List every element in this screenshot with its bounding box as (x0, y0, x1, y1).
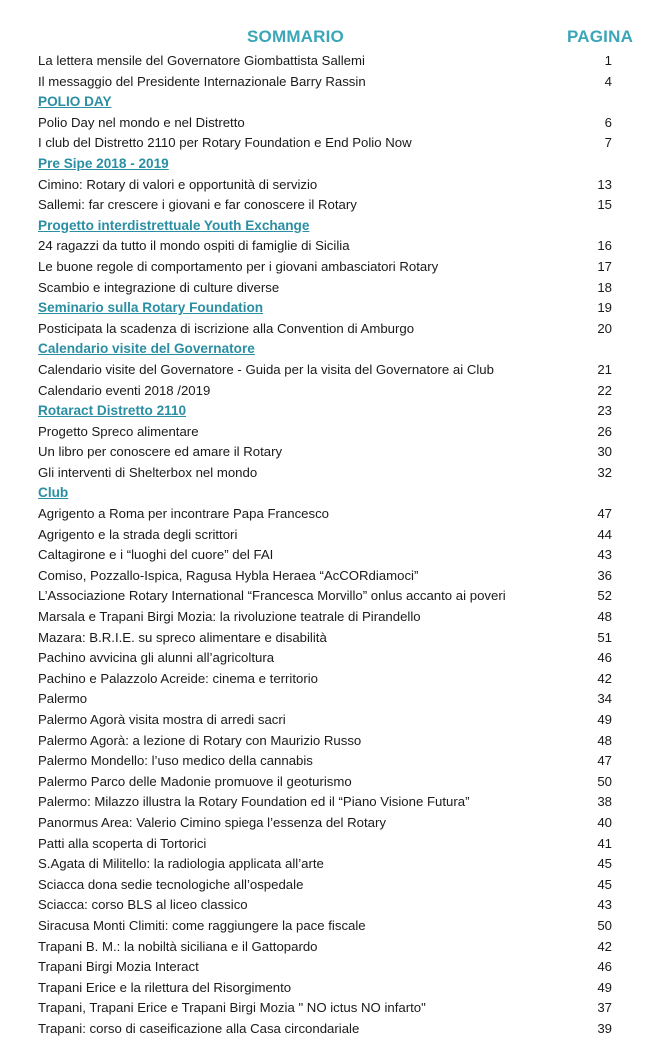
page-number: 7 (604, 135, 612, 151)
toc-entry-row (38, 628, 640, 649)
page-number: 30 (597, 444, 612, 460)
entry-title: Sciacca: corso BLS al liceo classico (38, 897, 248, 913)
page-number: 40 (597, 814, 612, 830)
toc-entry-row (38, 895, 640, 916)
entry-title: L’Associazione Rotary International “Francesca Morvillo” onlus accanto ai poveri (38, 588, 506, 604)
entry-title: Trapani B. M.: la nobiltà siciliana e il Gattopardo (38, 938, 318, 954)
toc-entry-row (38, 751, 640, 772)
toc-entry-row (38, 854, 640, 875)
entry-title: I club del Distretto 2110 per Rotary Foundation e End Polio Now (38, 135, 412, 151)
section-heading-row[interactable] (38, 401, 640, 422)
page-number: 43 (597, 897, 612, 913)
entry-title: Le buone regole di comportamento per i giovani ambasciatori Rotary (38, 258, 439, 274)
page-number: 48 (597, 609, 612, 625)
toc-entry-row (38, 175, 640, 196)
page-number: 42 (597, 938, 612, 954)
page-number: 26 (597, 423, 612, 439)
toc-entry-row (38, 545, 640, 566)
page-number: 45 (597, 856, 612, 872)
page-number: 50 (597, 917, 612, 933)
toc-entry-row (38, 648, 640, 669)
entry-title: Siracusa Monti Climiti: come raggiungere la pace fiscale (38, 917, 366, 933)
entry-title: Gli interventi di Shelterbox nel mondo (38, 464, 258, 480)
page-number: 52 (597, 588, 612, 604)
entry-title: Comiso, Pozzallo-Ispica, Ragusa Hybla Heraea “AcCORdiamoci” (38, 567, 419, 583)
page-number: 41 (597, 835, 612, 851)
section-heading[interactable]: Calendario visite del Governatore (38, 341, 255, 357)
toc-entry-row (38, 607, 640, 628)
page-number: 47 (597, 506, 612, 522)
entry-title: Pachino avvicina gli alunni all’agricoltura (38, 650, 275, 666)
toc-entry-row (38, 319, 640, 340)
page-number: 38 (597, 794, 612, 810)
page-number: 50 (597, 773, 612, 789)
toc-entry-row (38, 772, 640, 793)
entry-title: Panormus Area: Valerio Cimino spiega l’essenza del Rotary (38, 814, 386, 830)
entry-title: Un libro per conoscere ed amare il Rotary (38, 444, 283, 460)
toc-entry-row (38, 1019, 640, 1040)
toc-entry-row (38, 422, 640, 443)
toc-entry-row (38, 195, 640, 216)
page-number: 49 (597, 712, 612, 727)
toc-entry-row (38, 957, 640, 978)
toc-entry-row (38, 278, 640, 299)
entry-title: Trapani: corso di caseificazione alla Casa circondariale (38, 1020, 360, 1036)
section-heading[interactable]: Seminario sulla Rotary Foundation (38, 300, 264, 316)
page-title: SOMMARIO (247, 27, 344, 46)
toc-entry-row (38, 504, 640, 525)
toc-entry-row (38, 937, 640, 958)
page-number: 13 (597, 176, 612, 192)
toc-entry-row (38, 360, 640, 381)
toc-entry-row (38, 689, 640, 710)
toc-entry-row (38, 113, 640, 134)
page-number: 21 (597, 361, 612, 377)
page-number: 34 (597, 691, 612, 707)
page-number: 51 (597, 629, 612, 645)
section-heading[interactable]: Rotaract Distretto 2110 (38, 403, 187, 419)
page-number: 17 (597, 258, 612, 274)
page-number: 4 (604, 73, 612, 89)
entry-title: Palermo: Milazzo illustra la Rotary Foundation ed il “Piano Visione Futura” (38, 794, 470, 810)
section-heading-row[interactable] (38, 483, 640, 504)
entry-title: S.Agata di Militello: la radiologia applicata all’arte (38, 856, 324, 872)
toc-entry-row (38, 916, 640, 937)
entry-title: Trapani Birgi Mozia Interact (38, 959, 199, 975)
page-number: 45 (597, 876, 612, 892)
section-heading[interactable]: Club (38, 485, 69, 501)
entry-title: Posticipata la scadenza di iscrizione alla Convention di Amburgo (38, 320, 415, 336)
toc-entry-row (38, 51, 640, 72)
toc-entry-row (38, 710, 640, 731)
entry-title: Il messaggio del Presidente Internazionale Barry Rassin (38, 73, 366, 89)
page-number: 18 (597, 279, 612, 295)
page-column-heading: PAGINA (567, 27, 634, 46)
toc-entry-row (38, 669, 640, 690)
page-number: 42 (597, 670, 612, 686)
entry-title: Agrigento a Roma per incontrare Papa Francesco (38, 506, 330, 522)
toc-entry-row (38, 998, 640, 1019)
entry-title: Patti alla scoperta di Tortorici (38, 835, 207, 851)
entry-title: Sallemi: far crescere i giovani e far conoscere il Rotary (38, 197, 357, 213)
section-heading[interactable]: Pre Sipe 2018 - 2019 (38, 155, 169, 171)
section-heading-row[interactable] (38, 298, 640, 319)
entry-title: Palermo (38, 691, 88, 707)
section-heading[interactable]: POLIO DAY (38, 94, 112, 110)
entry-title: Scambio e integrazione di culture diverse (38, 279, 280, 295)
toc-entry-row (38, 813, 640, 834)
toc-entry-row (38, 978, 640, 999)
page-number: 37 (597, 1000, 612, 1016)
section-heading-row[interactable] (38, 92, 640, 113)
page-number: 46 (597, 959, 612, 975)
entry-title: Sciacca dona sedie tecnologiche all’ospedale (38, 876, 304, 892)
toc-entry-row (38, 463, 640, 484)
entry-title: Caltagirone e i “luoghi del cuore” del FAI (38, 547, 274, 563)
entry-title: Calendario eventi 2018 /2019 (38, 382, 211, 398)
entry-title: Palermo Mondello: l’uso medico della cannabis (38, 753, 313, 769)
section-heading[interactable]: Progetto interdistrettuale Youth Exchange (38, 217, 310, 233)
toc-entry-row (38, 586, 640, 607)
page-number: 32 (597, 464, 612, 480)
entry-title: Marsala e Trapani Birgi Mozia: la rivoluzione teatrale di Pirandello (38, 609, 421, 625)
entry-title: La lettera mensile del Governatore Giombattista Sallemi (38, 53, 365, 68)
entry-title: Calendario visite del Governatore - Guida per la visita del Governatore ai Club (38, 361, 494, 377)
toc-entry-row (38, 525, 640, 546)
toc-header (0, 27, 655, 51)
toc-entry-row (38, 875, 640, 896)
page-number: 16 (597, 238, 612, 254)
page-number: 48 (597, 732, 612, 748)
toc-entry-row (38, 236, 640, 257)
entry-title: Progetto Spreco alimentare (38, 423, 199, 439)
page-number: 20 (597, 320, 612, 336)
toc-entry-row (38, 133, 640, 154)
entry-title: Cimino: Rotary di valori e opportunità di servizio (38, 176, 318, 192)
page-number: 15 (597, 197, 612, 213)
entry-title: Trapani, Trapani Erice e Trapani Birgi Mozia " NO ictus NO infarto" (38, 1000, 426, 1016)
page-number: 1 (604, 53, 612, 68)
entry-title: Palermo Parco delle Madonie promuove il geoturismo (38, 773, 352, 789)
toc-entry-row (38, 257, 640, 278)
entry-title: Palermo Agorà: a lezione di Rotary con Maurizio Russo (38, 732, 362, 748)
toc-entry-row (38, 442, 640, 463)
table-of-contents (38, 51, 640, 1040)
page-number: 36 (597, 567, 612, 583)
page-number: 23 (597, 403, 612, 419)
page-number: 22 (597, 382, 612, 398)
toc-entry-row (38, 72, 640, 93)
toc-entry-row (38, 834, 640, 855)
entry-title: Palermo Agorà visita mostra di arredi sacri (38, 712, 286, 727)
section-heading-row[interactable] (38, 216, 640, 237)
page-number: 46 (597, 650, 612, 666)
section-heading-row[interactable] (38, 339, 640, 360)
page-number: 47 (597, 753, 612, 769)
toc-entry-row (38, 381, 640, 402)
entry-title: Agrigento e la strada degli scrittori (38, 526, 238, 542)
toc-entry-row (38, 566, 640, 587)
toc-entry-row (38, 731, 640, 752)
entry-title: Mazara: B.R.I.E. su spreco alimentare e disabilità (38, 629, 327, 645)
page-number: 43 (597, 547, 612, 563)
page-number: 19 (597, 300, 612, 316)
toc-entry-row (38, 792, 640, 813)
entry-title: 24 ragazzi da tutto il mondo ospiti di famiglie di Sicilia (38, 238, 350, 254)
entry-title: Trapani Erice e la rilettura del Risorgimento (38, 979, 292, 995)
entry-title: Polio Day nel mondo e nel Distretto (38, 114, 245, 130)
page-number: 49 (597, 979, 612, 995)
section-heading-row[interactable] (38, 154, 640, 175)
page-number: 44 (597, 526, 612, 542)
page-number: 6 (604, 114, 612, 130)
entry-title: Pachino e Palazzolo Acreide: cinema e territorio (38, 670, 319, 686)
page-number: 39 (597, 1020, 612, 1036)
